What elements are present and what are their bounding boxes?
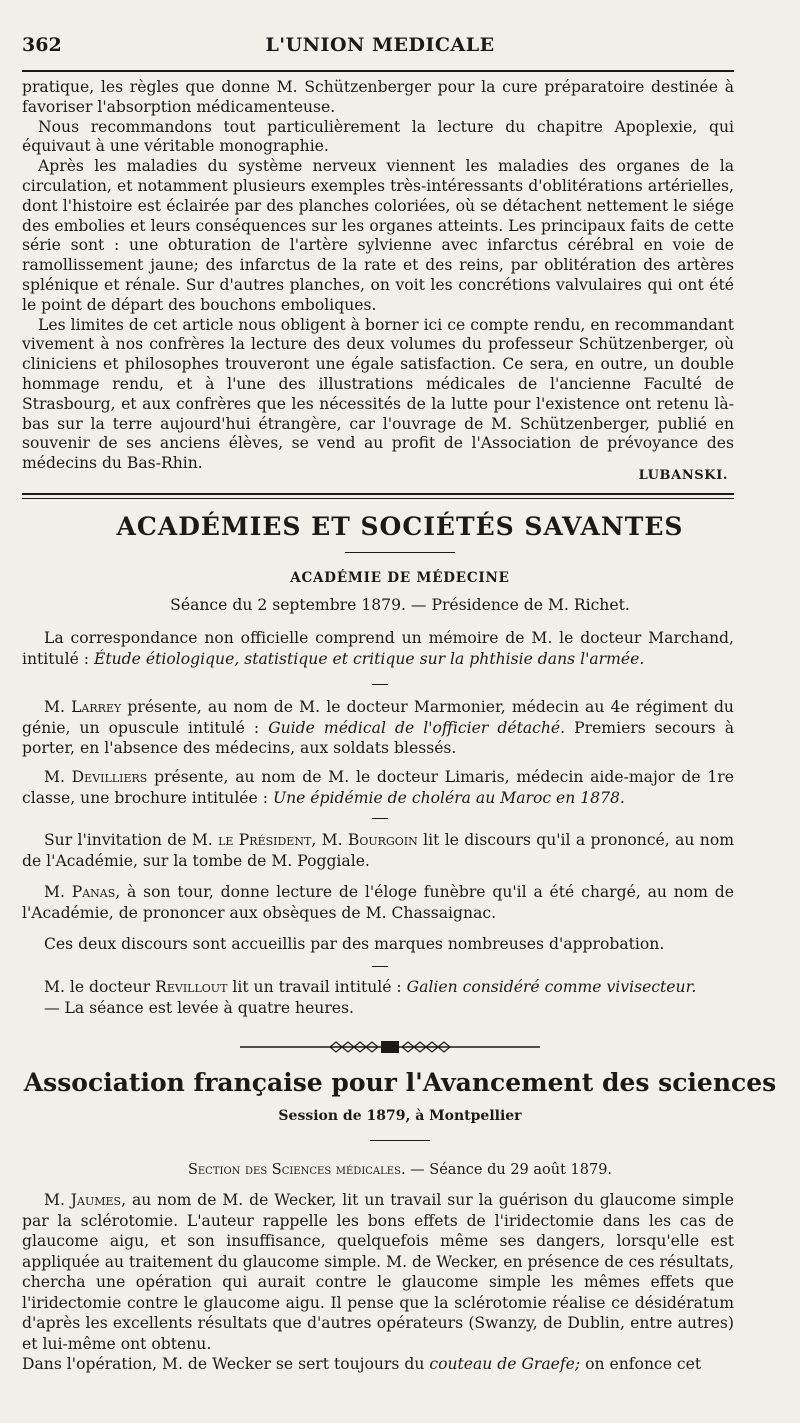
- text: , M.: [311, 831, 348, 849]
- review-paragraph-text: Nous recommandons tout particulièrement la lecture du chapitre Apoplexie, qui équivaut à une véritable monographie.: [22, 117, 734, 156]
- association-paragraph: [22, 1190, 734, 1375]
- text: M. le docteur: [44, 978, 156, 996]
- text: — La séance est levée à quatre heures.: [44, 998, 354, 1017]
- academie-paragraph: [22, 697, 734, 759]
- book-title: Galien considéré comme vivisecteur.: [406, 978, 697, 996]
- academie-paragraph: [22, 830, 734, 871]
- header-rule: [22, 70, 734, 72]
- section-double-rule-top: [22, 493, 734, 495]
- academie-paragraph: [22, 628, 734, 669]
- speaker-name: Bourgoin: [347, 831, 418, 849]
- text: La correspondance non officielle comprend un mémoire de M. le docteur Marchand, intitulé :: [22, 629, 734, 668]
- review-text: [22, 78, 734, 474]
- page-number: 362: [22, 34, 62, 56]
- signature: LUBANSKI.: [638, 468, 728, 483]
- association-title: Association française pour l'Avancement des sciences: [23, 1068, 777, 1097]
- review-paragraph: Les limites de cet article nous obligent à borner ici ce compte rendu, en recommandant vivement à nos confrères la lecture des deux volumes du professeur Schützenberger, où cliniciens et philosophes trouveront une égale satisfaction. Ce sera, en outre, un double hommage rendu, et à l'une des illustrations médicales de l'ancienne Faculté de Strasbourg, et aux confrères que les nécessités de la lutte pour l'existence ont retenu là-bas sur la terre aujourd'hui étrangère, car l'ouvrage de M. Schützenberger, publié en souvenir de ses anciens élèves, se vend au profit de l'Association de prévoyance des médecins du Bas-Rhin.: [22, 315, 734, 473]
- seance-line: Séance du 2 septembre 1879. — Présidence de M. Richet.: [170, 596, 630, 614]
- academie-paragraph: [22, 767, 734, 808]
- separator-dash: [372, 684, 388, 685]
- text: Premiers secours à porter, en l'absence des médecins, aux soldats blessés.: [22, 718, 734, 757]
- academie-paragraph: [22, 977, 734, 1018]
- section-double-rule-bottom: [22, 498, 734, 499]
- review-paragraph: [22, 118, 734, 158]
- text: on enfonce cet: [580, 1355, 702, 1373]
- academie-subtitle: ACADÉMIE DE MÉDECINE: [290, 570, 510, 586]
- seance-date: — Séance du 29 août 1879.: [405, 1162, 613, 1178]
- section-name: Section des Sciences médicales.: [187, 1162, 406, 1178]
- running-title: L'UNION MEDICALE: [265, 34, 495, 56]
- book-title: Étude étiologique, statistique et critique sur la phthisie dans l'armée.: [93, 649, 645, 668]
- text: , à son tour, donne lecture de l'éloge funèbre qu'il a été chargé, au nom de l'Académie, de prononcer aux obsèques de M. Chassaignac.: [22, 883, 734, 922]
- academie-paragraph: [22, 934, 734, 955]
- title-rule: [345, 552, 455, 553]
- academies-title: ACADÉMIES ET SOCIÉTÉS SAVANTES: [116, 512, 684, 541]
- page-header: [22, 34, 738, 62]
- text: Sur l'invitation de M.: [44, 831, 219, 849]
- session-line: Session de 1879, à Montpellier: [278, 1108, 522, 1124]
- separator-dash: [372, 966, 388, 967]
- speaker-name: M. Panas: [44, 883, 116, 901]
- president: le Président: [218, 831, 312, 849]
- book-title: Guide médical de l'officier détaché.: [268, 718, 566, 737]
- speaker-name: M. Devilliers: [44, 768, 148, 786]
- text: lit le discours qu'il a prononcé, au nom de l'Académie, sur la tombe de M. Poggiale.: [22, 831, 735, 870]
- review-paragraph: pratique, les règles que donne M. Schützenberger pour la cure préparatoire destinée à favoriser l'absorption médicamenteuse.: [22, 78, 734, 116]
- text: présente, au nom de M. le docteur Marmonier, médecin au 4e régiment du génie, un opuscule intitulé :: [22, 698, 734, 737]
- text: , au nom de M. de Wecker, lit un travail sur la guérison du glaucome simple par la sclérotomie. L'auteur rappelle les bons effets de l'iridectomie dans les cas de glaucome aigu, et son insuffisance, quelquefois même ses dangers, lorsqu'elle est appliquée au traitement du glaucome simple. M. de Wecker, en présence de ces résultats, chercha une opération qui aurait contre le glaucome simple les mêmes effets que l'iridectomie contre le glaucome aigu. Il pense que la sclérotomie réalise ce désidératum d'après les excellents résultats que d'autres opérateurs (Swanzy, de Dublin, entre autres) et lui-même ont obtenu.: [22, 1191, 734, 1353]
- section-line: [0, 1162, 800, 1178]
- speaker-name: Revillout: [155, 978, 228, 996]
- academie-paragraph: [22, 882, 734, 923]
- text: Ces deux discours sont accueillis par des marques nombreuses d'approbation.: [44, 935, 665, 953]
- speaker-name: M. Jaumes: [44, 1191, 122, 1209]
- text: présente, au nom de M. le docteur Limaris, médecin aide-major de 1re classe, une brochure intitulée :: [22, 768, 734, 807]
- separator-dash: [372, 818, 388, 819]
- text: Dans l'opération, M. de Wecker se sert toujours du: [22, 1355, 430, 1373]
- review-paragraph: Après les maladies du système nerveux viennent les maladies des organes de la circulation, et notamment plusieurs exemples très-intéressants d'oblitérations artérielles, dont l'histoire est éclairée par des planches coloriées, où se détachent nettement le siége des embolies et leurs conséquences sur les organes atteints. Les principaux faits de cette série sont : une obturation de l'artère sylvienne avec infarctus cérébral en voie de ramollissement jaune; des infarctus de la rate et des reins, par oblitération des artères splénique et rénale. Sur d'autres planches, on voit les concrétions valvulaires qui ont été le point de départ des bouchons emboliques.: [22, 157, 734, 314]
- speaker-name: M. Larrey: [44, 698, 122, 716]
- instrument-name: couteau de Graefe;: [429, 1355, 581, 1373]
- ornament-divider: [240, 1040, 540, 1054]
- book-title: Une épidémie de choléra au Maroc en 1878.: [272, 788, 625, 807]
- title-rule: [370, 1140, 430, 1141]
- text: lit un travail intitulé :: [227, 978, 407, 996]
